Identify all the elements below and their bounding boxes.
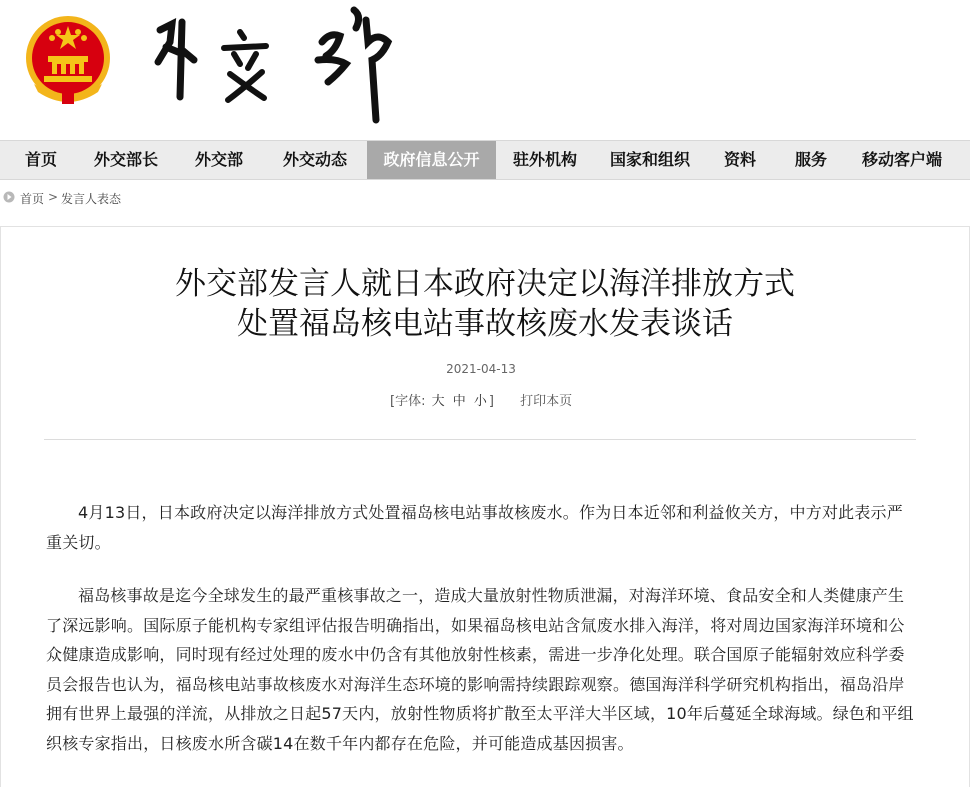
- article-title-line-2: 处置福岛核电站事故核废水发表谈话: [237, 306, 733, 342]
- font-size-label-close: ]: [488, 394, 494, 409]
- font-size-medium-button[interactable]: 中: [452, 394, 466, 409]
- nav-item-services[interactable]: 服务: [794, 150, 827, 169]
- location-icon: [3, 191, 15, 203]
- font-size-small-button[interactable]: 小: [473, 394, 487, 409]
- nav-item-home[interactable]: 首页: [24, 150, 57, 169]
- print-page-link[interactable]: 打印本页: [520, 394, 573, 409]
- article-divider: [44, 439, 916, 440]
- nav-item-gov-info-disclosure[interactable]: 政府信息公开: [367, 141, 496, 179]
- font-size-label: [字体:: [390, 394, 426, 409]
- article-paragraph-2: 福岛核事故是迄今全球发生的最严重核事故之一，造成大量放射性物质泄漏，对海洋环境、食品安全和人类健康产生了深远影响。国际原子能机构专家组评估报告明确指出，如果福岛核电站含氚废水排入海洋，将对周边国家海洋环境和公众健康造成影响，同时现有经过处理的废水中仍含有其他放射性核素，需进一步净化处理。联合国原子能辐射效应科学委员会报告也认为，福岛核电站事故核废水对海洋生态环境的影响需持续跟踪观察。德国海洋科学研究机构指出，福岛沿岸拥有世界上最强的洋流，从排放之日起57天内，放射性物质将扩散至太平洋大半区域，10年后蔓延全球海域。绿色和平组织核专家指出，日核废水所含碳14在数千年内都存在危险，并可能造成基因损害。: [46, 586, 914, 753]
- nav-item-resources[interactable]: 资料: [723, 150, 756, 169]
- article-paragraph-1: 4月13日，日本政府决定以海洋排放方式处置福岛核电站事故核废水。作为日本近邻和利益攸关方，中方对此表示严重关切。: [46, 503, 903, 552]
- font-size-large-button[interactable]: 大: [431, 394, 445, 409]
- article-date: 2021-04-13: [446, 362, 516, 376]
- nav-item-countries-orgs[interactable]: 国家和组织: [609, 150, 690, 169]
- breadcrumb-separator: >: [48, 190, 59, 204]
- nav-item-missions-abroad[interactable]: 驻外机构: [512, 150, 577, 169]
- site-header: [0, 0, 970, 140]
- main-nav: [0, 140, 970, 180]
- national-emblem-icon[interactable]: [24, 12, 112, 110]
- article-title: [0, 264, 970, 344]
- ministry-calligraphy-logo: [140, 2, 410, 132]
- breadcrumb-current-link[interactable]: 发言人表态: [61, 192, 122, 206]
- nav-item-minister[interactable]: 外交部长: [93, 150, 158, 169]
- article-tools: [390, 390, 572, 409]
- article-title-line-1: 外交部发言人就日本政府决定以海洋排放方式: [175, 266, 795, 302]
- nav-item-diplomatic-news[interactable]: 外交动态: [282, 150, 347, 169]
- nav-item-mobile-client[interactable]: 移动客户端: [861, 150, 942, 169]
- breadcrumb-home-link[interactable]: 首页: [20, 192, 45, 206]
- nav-item-ministry[interactable]: 外交部: [194, 150, 243, 169]
